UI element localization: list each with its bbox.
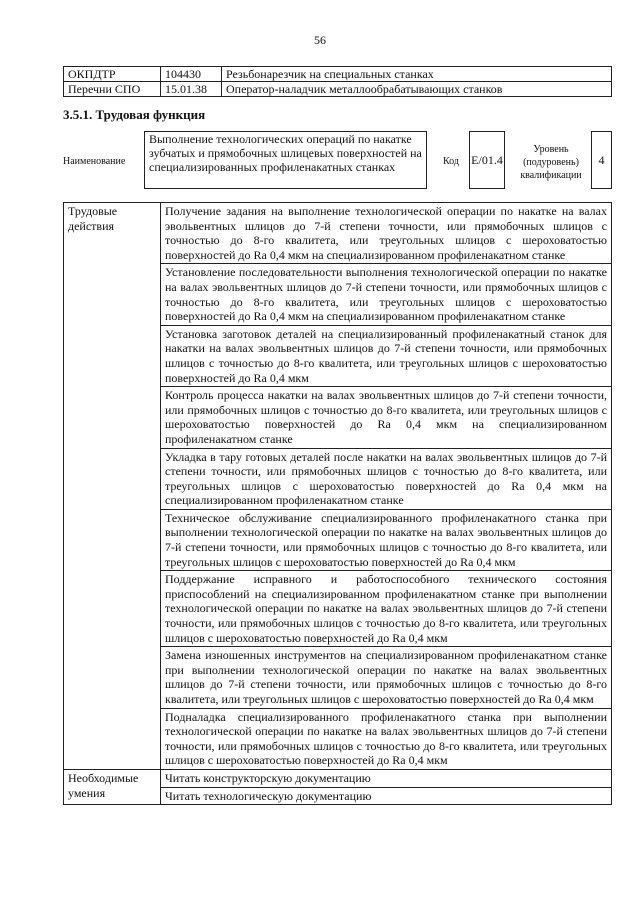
table-row: [64, 67, 612, 82]
labor-actions-label: Трудовые действия: [64, 203, 161, 770]
level-label: Уровень (подуровень) квалификации: [520, 144, 582, 181]
name-label: Наименование: [63, 156, 126, 167]
code-label: Перечни СПО: [64, 82, 161, 97]
code-value: 15.01.38: [161, 82, 222, 97]
table-row: [64, 769, 612, 787]
code-value: 104430: [161, 67, 222, 82]
labor-action-item: Подналадка специализированного профиленакатного станка при выполнении технологической операции по накатке на валах эвольвентных шлицов до 7-й степени точности, или прямобочных шлицов с точностью до 8-го квалитета, или треугольных шлицов с шероховатостью поверхностей до Ra 0,4 мкм: [161, 708, 612, 769]
labor-action-item: Установление последовательности выполнения технологической операции по накатке на валах эвольвентных шлицов до 7-й степени точности, или прямобочных шлицов с точностью до 8-го квалитета, или треугольных шлицов с шероховатостью поверхностей до Ra 0,4 мкм на специализированном профиленакатном станке: [161, 264, 612, 325]
labor-action-item: Установка заготовок деталей на специализированный профиленакатный станок для накатки на валах эвольвентных шлицов до 7-й степени точности, или прямобочных шлицов с точностью до 8-го квалитета, или треугольных шлицов с шероховатостью поверхностей до Ra 0,4 мкм: [161, 325, 612, 386]
labor-action-item: Замена изношенных инструментов на специализированном профиленакатном станке при выполнении технологической операции по накатке на валах эвольвентных шлицов до 7-й степени точности, или прямобочных шлицов с точностью до 8-го квалитета, или треугольных шлицов с шероховатостью поверхностей до Ra 0,4 мкм: [161, 647, 612, 708]
code-label: ОКПДТР: [64, 67, 161, 82]
skill-item: Читать технологическую документацию: [161, 787, 612, 805]
function-header: [63, 129, 612, 193]
classification-codes-table: [63, 66, 612, 97]
labor-function-table: [63, 202, 612, 805]
qualification-level: 4: [591, 131, 612, 189]
skills-label: Необходимые умения: [64, 769, 161, 804]
code-label: Код: [443, 156, 459, 167]
page-number: 56: [314, 33, 326, 47]
labor-action-item: Техническое обслуживание специализированного профиленакатного станка при выполнении технологической операции по накатке на валах эвольвентных шлицов до 7-й степени точности, или прямобочных шлицов с точностью до 8-го квалитета, или треугольных шлицов с шероховатостью поверхностей до Ra 0,4 мкм: [161, 509, 612, 570]
section-title: 3.5.1. Трудовая функция: [63, 107, 206, 122]
code-name: Оператор-наладчик металлообрабатывающих станков: [222, 82, 612, 97]
code-name: Резьбонарезчик на специальных станках: [222, 67, 612, 82]
table-row: [64, 203, 612, 264]
labor-action-item: Контроль процесса накатки на валах эвольвентных шлицов до 7-й степени точности, или прямобочных шлицов с точностью до 8-го квалитета, или треугольных шлицов с шероховатостью поверхностей до Ra 0,4 мкм на специализированном профиленакатном станке: [161, 387, 612, 448]
labor-action-item: Поддержание исправного и работоспособного технического состояния приспособлений на специализированном профиленакатном станке при выполнении технологической операции по накатке на валах эвольвентных шлицов до 7-й степени точности, или прямобочных шлицов с точностью до 8-го квалитета, или треугольных шлицов с шероховатостью поверхностей до Ra 0,4 мкм: [161, 571, 612, 647]
function-name: Выполнение технологических операций по накатке зубчатых и прямобочных шлицевых поверхностей на специализированных профиленакатных станках: [144, 131, 427, 189]
labor-action-item: Укладка в тару готовых деталей после накатки на валах эвольвентных шлицов до 7-й степени точности, или прямобочных шлицов с точностью до 8-го квалитета, или треугольных шлицов с шероховатостью поверхностей до Ra 0,4 мкм на специализированном профиленакатном станке: [161, 448, 612, 509]
labor-action-item: Получение задания на выполнение технологической операции по накатке на валах эвольвентных шлицов до 7-й степени точности, или прямобочных шлицов с точностью до 8-го квалитета, или треугольных шлицов с шероховатостью поверхностей до Ra 0,4 мкм на специализированном профиленакатном станке: [161, 203, 612, 264]
table-row: [64, 82, 612, 97]
function-code: E/01.4: [469, 131, 505, 189]
skill-item: Читать конструкторскую документацию: [161, 769, 612, 787]
